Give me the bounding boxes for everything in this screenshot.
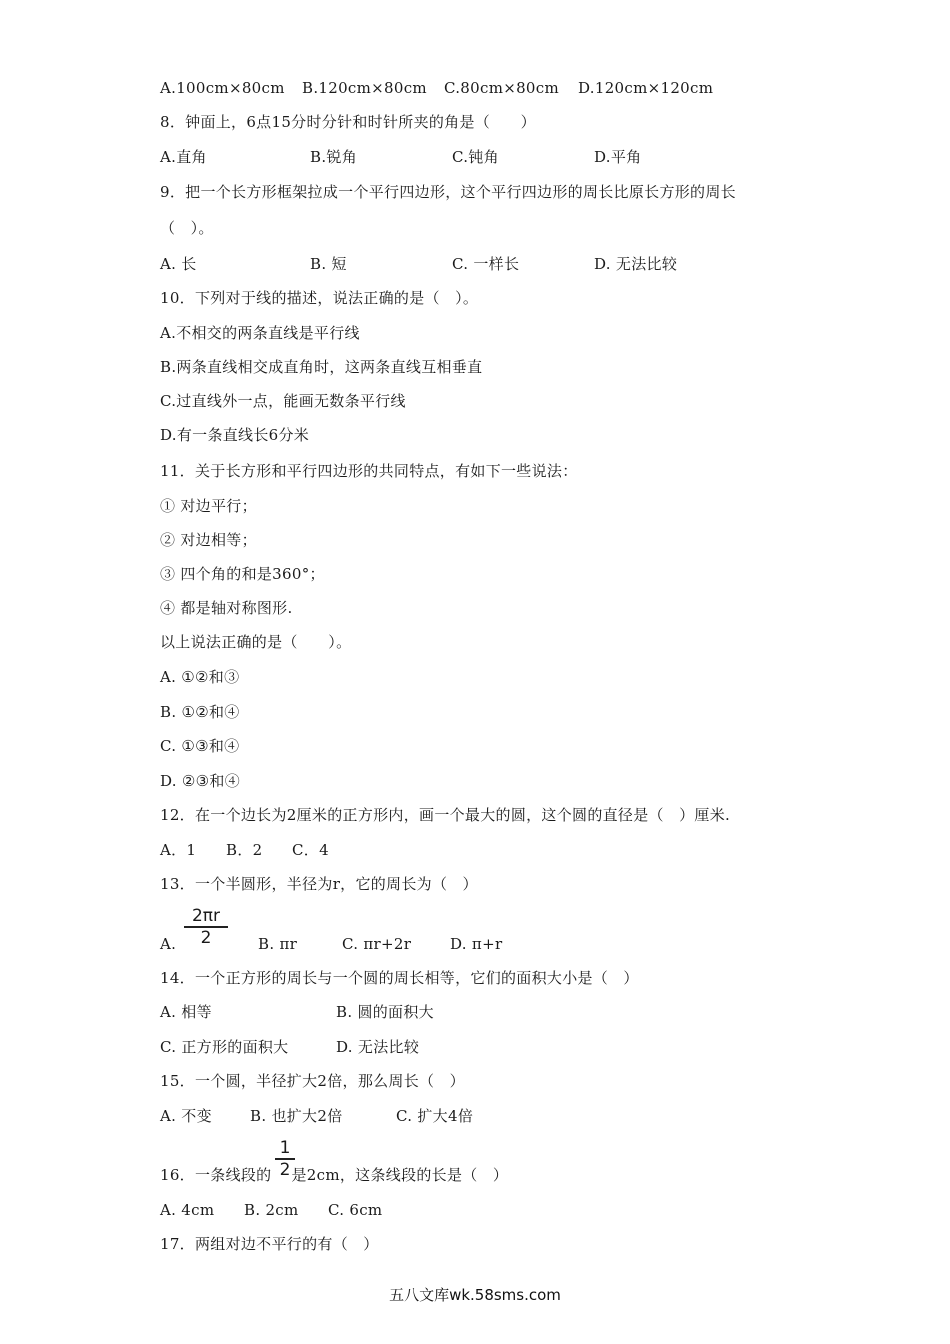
q13-fraction-denominator: 2 (200, 928, 212, 948)
q15-option-a: A. 不变 (160, 1107, 212, 1125)
q9-options (160, 254, 677, 274)
q9-option-c: C. 一样长 (452, 255, 520, 273)
q11-stem: 11．关于长方形和平行四边形的共同特点，有如下一些说法： (160, 462, 578, 480)
q16-stem-pre: 16．一条线段的 (160, 1166, 272, 1184)
q8-option-b: B.锐角 (310, 148, 357, 166)
q9-stem: 9．把一个长方形框架拉成一个平行四边形，这个平行四边形的周长比原长方形的周长 (160, 183, 736, 201)
q7-option-c: C.80cm×80cm (444, 79, 560, 97)
q12-option-a: A．1 (160, 841, 197, 859)
q14-stem: 14．一个正方形的周长与一个圆的周长相等，它们的面积大小是（ ） (160, 969, 639, 987)
q7-option-b: B.120cm×80cm (302, 79, 427, 97)
q13-option-d: D. π+r (450, 935, 503, 953)
q17-stem: 17．两组对边不平行的有（ ） (160, 1235, 379, 1253)
q14-option-a: A. 相等 (160, 1003, 212, 1021)
q13-option-a: A. (160, 935, 177, 953)
q12-options (160, 840, 329, 860)
q12-stem: 12．在一个边长为2厘米的正方形内，画一个最大的圆，这个圆的直径是（ ）厘米. (160, 806, 731, 824)
q13-option-c: C. πr+2r (342, 935, 412, 953)
q12-option-b: B．2 (226, 841, 263, 859)
q14-options-row1 (160, 1002, 434, 1022)
q12-option-c: C．4 (292, 841, 329, 859)
q13-option-b: B. πr (258, 935, 298, 953)
q9-option-a: A. 长 (160, 255, 197, 273)
q11-statement-2: ② 对边相等； (160, 531, 257, 549)
q10-option-b: B.两条直线相交成直角时，这两条直线互相垂直 (160, 358, 483, 376)
q14-option-c: C. 正方形的面积大 (160, 1038, 289, 1056)
q13-stem: 13．一个半圆形，半径为r，它的周长为（ ） (160, 875, 478, 893)
q15-option-c: C. 扩大4倍 (396, 1107, 474, 1125)
q11-option-d: D. ②③和④ (160, 772, 241, 790)
q11-ask: 以上说法正确的是（ ）。 (160, 633, 352, 651)
q16-options (160, 1200, 382, 1220)
q7-option-d: D.120cm×120cm (578, 79, 714, 97)
q16-option-c: C. 6cm (328, 1201, 383, 1219)
q15-option-b: B. 也扩大2倍 (250, 1107, 343, 1125)
q8-option-a: A.直角 (160, 148, 207, 166)
q10-option-d: D.有一条直线长6分米 (160, 426, 310, 444)
q8-stem: 8．钟面上，6点15分时分针和时针所夹的角是（ ） (160, 113, 536, 131)
q10-stem: 10．下列对于线的描述，说法正确的是（ ）。 (160, 289, 479, 307)
q11-option-c: C. ①③和④ (160, 737, 240, 755)
q16-fraction (275, 1138, 295, 1180)
q16-option-b: B. 2cm (244, 1201, 299, 1219)
q7-options (160, 78, 713, 98)
q9-stem-cont: （ ）。 (160, 219, 214, 237)
q8-options (160, 147, 641, 167)
q11-statement-1: ① 对边平行； (160, 497, 257, 515)
q16-fraction-numerator: 1 (279, 1138, 291, 1158)
q16-stem-post: 是2cm，这条线段的长是（ ） (291, 1166, 509, 1184)
q7-option-a: A.100cm×80cm (160, 79, 285, 97)
q15-stem: 15．一个圆，半径扩大2倍，那么周长（ ） (160, 1072, 465, 1090)
q16-fraction-denominator: 2 (279, 1160, 291, 1180)
footer-watermark: 五八文库wk.58sms.com (389, 1286, 561, 1304)
q13-fraction-numerator: 2πr (191, 906, 221, 926)
q11-option-a: A. ①②和③ (160, 668, 240, 686)
q14-option-b: B. 圆的面积大 (336, 1003, 434, 1021)
q15-options (160, 1106, 473, 1126)
q9-option-d: D. 无法比较 (594, 255, 678, 273)
q14-options-row2 (160, 1037, 419, 1057)
q8-option-c: C.钝角 (452, 148, 499, 166)
q14-option-d: D. 无法比较 (336, 1038, 420, 1056)
q10-option-c: C.过直线外一点，能画无数条平行线 (160, 392, 406, 410)
q9-option-b: B. 短 (310, 255, 347, 273)
q16-stem (160, 1165, 508, 1185)
q11-statement-3: ③ 四个角的和是360°； (160, 565, 325, 583)
q11-statement-4: ④ 都是轴对称图形. (160, 599, 293, 617)
q16-option-a: A. 4cm (160, 1201, 215, 1219)
q11-option-b: B. ①②和④ (160, 703, 240, 721)
q13-options (160, 934, 502, 954)
q10-option-a: A.不相交的两条直线是平行线 (160, 324, 360, 342)
q8-option-d: D.平角 (594, 148, 642, 166)
